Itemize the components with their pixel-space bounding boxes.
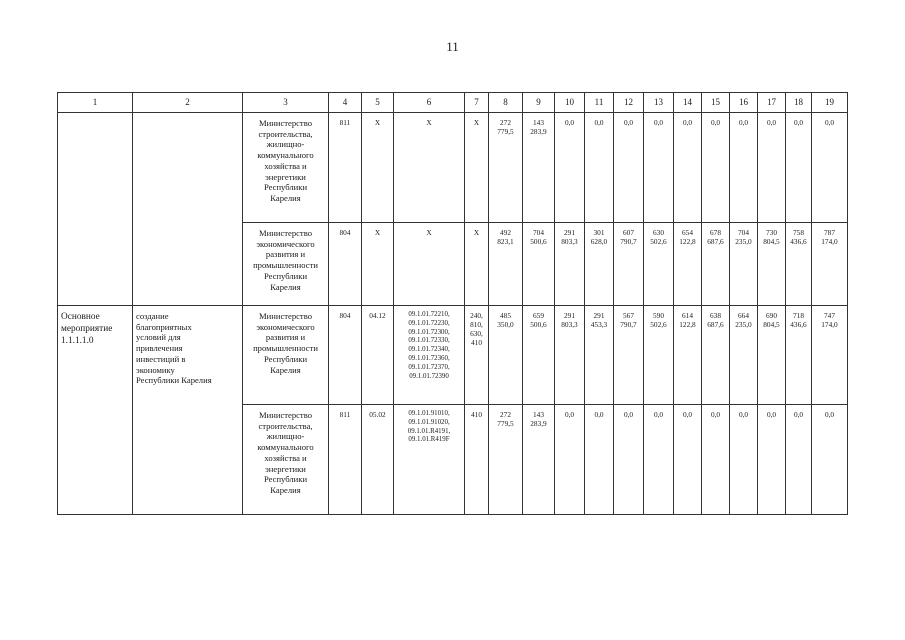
value-cell: 0,0 [786,405,812,515]
csr-cell: 09.1.01.91010, 09.1.01.91020, 09.1.01.R4191, 09.1.01.R419F [394,405,465,515]
value-cell: 143 283,9 [523,405,555,515]
executor-cell: Министерство строительства, жилищно- коммунального хозяйства и энергетики Республики Карелия [243,405,329,515]
value-cell: 730 804,5 [758,223,786,306]
value-cell: 301 628,0 [585,223,614,306]
vr-cell: 410 [465,405,489,515]
measure-name-cell: Основное мероприятие 1.1.1.1.0 [58,306,133,515]
value-cell: 0,0 [674,405,702,515]
header-cell: 2 [133,93,243,113]
header-cell: 11 [585,93,614,113]
header-cell: 15 [702,93,730,113]
value-cell: 704 500,6 [523,223,555,306]
value-cell: 718 436,6 [786,306,812,405]
value-cell: 0,0 [730,113,758,223]
value-cell: 0,0 [758,405,786,515]
value-cell: 0,0 [614,113,644,223]
header-cell: 3 [243,93,329,113]
value-cell: 485 350,0 [489,306,523,405]
header-cell: 8 [489,93,523,113]
value-cell: 0,0 [730,405,758,515]
executor-cell: Министерство строительства, жилищно- коммунального хозяйства и энергетики Республики Карелия [243,113,329,223]
value-cell: 143 283,9 [523,113,555,223]
vr-cell: 240, 810, 630, 410 [465,306,489,405]
header-cell: 18 [786,93,812,113]
value-cell: 614 122,8 [674,306,702,405]
header-cell: 19 [812,93,848,113]
value-cell: 0,0 [585,405,614,515]
value-cell: 630 502,6 [644,223,674,306]
value-cell: 0,0 [555,405,585,515]
grbs-cell: 811 [329,113,362,223]
executor-cell: Министерство экономического развития и промышленности Республики Карелия [243,306,329,405]
header-cell: 16 [730,93,758,113]
empty-cell [133,113,243,306]
value-cell: 0,0 [555,113,585,223]
value-cell: 690 804,5 [758,306,786,405]
header-cell: 17 [758,93,786,113]
rzpr-cell: X [362,223,394,306]
value-cell: 272 779,5 [489,405,523,515]
rzpr-cell: X [362,113,394,223]
header-cell: 14 [674,93,702,113]
value-cell: 704 235,0 [730,223,758,306]
header-cell: 9 [523,93,555,113]
value-cell: 0,0 [585,113,614,223]
header-cell: 13 [644,93,674,113]
value-cell: 654 122,8 [674,223,702,306]
value-cell: 787 174,0 [812,223,848,306]
executor-cell: Министерство экономического развития и промышленности Республики Карелия [243,223,329,306]
budget-table [57,92,848,515]
value-cell: 291 803,3 [555,306,585,405]
header-cell: 4 [329,93,362,113]
value-cell: 0,0 [644,113,674,223]
csr-cell: X [394,223,465,306]
measure-description-cell: создание благоприятных условий для привлечения инвестиций в экономику Республики Карелия [133,306,243,515]
value-cell: 0,0 [758,113,786,223]
rzpr-cell: 04.12 [362,306,394,405]
csr-cell: X [394,113,465,223]
value-cell: 0,0 [702,113,730,223]
value-cell: 607 790,7 [614,223,644,306]
value-cell: 0,0 [786,113,812,223]
csr-cell: 09.1.01.72210, 09.1.01.72230, 09.1.01.72300, 09.1.01.72330, 09.1.01.72340, 09.1.01.72360, 09.1.01.72370, 09.1.01.72390 [394,306,465,405]
value-cell: 492 823,1 [489,223,523,306]
value-cell: 678 687,6 [702,223,730,306]
value-cell: 0,0 [644,405,674,515]
value-cell: 590 502,6 [644,306,674,405]
value-cell: 659 500,6 [523,306,555,405]
value-cell: 664 235,0 [730,306,758,405]
table-row [58,113,848,223]
grbs-cell: 811 [329,405,362,515]
value-cell: 747 174,0 [812,306,848,405]
value-cell: 758 436,6 [786,223,812,306]
empty-cell [58,113,133,306]
header-cell: 12 [614,93,644,113]
vr-cell: X [465,223,489,306]
grbs-cell: 804 [329,306,362,405]
value-cell: 0,0 [812,113,848,223]
value-cell: 0,0 [812,405,848,515]
value-cell: 291 453,3 [585,306,614,405]
value-cell: 291 803,3 [555,223,585,306]
value-cell: 638 687,6 [702,306,730,405]
value-cell: 0,0 [702,405,730,515]
header-row [58,93,848,113]
header-cell: 10 [555,93,585,113]
value-cell: 272 779,5 [489,113,523,223]
value-cell: 0,0 [614,405,644,515]
header-cell: 1 [58,93,133,113]
table-row [58,306,848,405]
header-cell: 5 [362,93,394,113]
value-cell: 0,0 [674,113,702,223]
vr-cell: X [465,113,489,223]
header-cell: 7 [465,93,489,113]
grbs-cell: 804 [329,223,362,306]
rzpr-cell: 05.02 [362,405,394,515]
page-number: 11 [446,39,459,54]
value-cell: 567 790,7 [614,306,644,405]
header-cell: 6 [394,93,465,113]
